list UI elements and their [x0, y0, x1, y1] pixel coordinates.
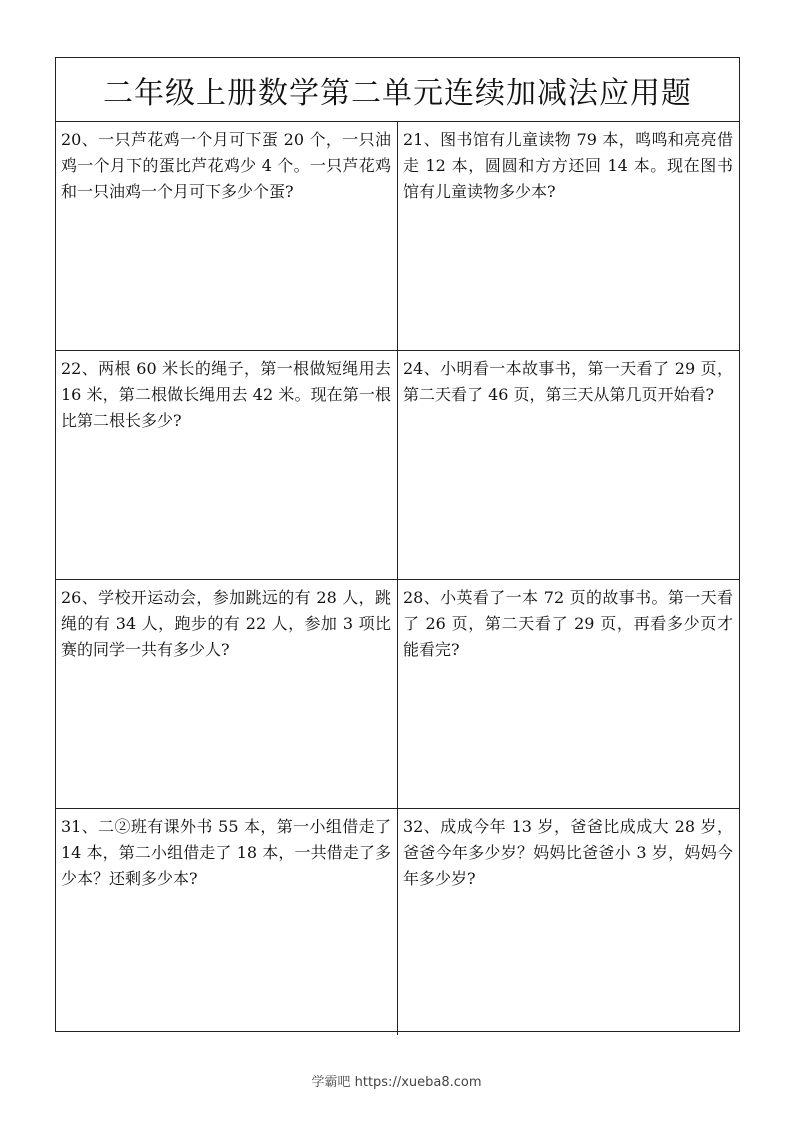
question-text: 31、二②班有课外书 55 本，第一小组借走了 14 本，第二小组借走了 18 本，一共借走了多少本？还剩多少本?: [61, 817, 391, 888]
question-text: 28、小英看了一本 72 页的故事书。第一天看了 26 页，第二天看了 29 页，再看多少页才能看完?: [403, 588, 733, 659]
question-text: 21、图书馆有儿童读物 79 本，鸣鸣和亮亮借走 12 本，圆圆和方方还回 14 本。现在图书馆有儿童读物多少本?: [403, 130, 733, 201]
worksheet-table: [55, 57, 740, 1032]
question-cell-32: [398, 809, 739, 1035]
footer-watermark: 学霸吧 https://xueba8.com: [311, 1075, 482, 1090]
question-cell-20: [56, 122, 398, 351]
question-text: 26、学校开运动会，参加跳远的有 28 人，跳绳的有 34 人，跑步的有 22 人，参加 3 项比赛的同学一共有多少人?: [61, 588, 391, 659]
question-text: 22、两根 60 米长的绳子，第一根做短绳用去 16 米，第二根做长绳用去 42 米。现在第一根比第二根长多少?: [61, 359, 391, 430]
question-cell-24: [398, 351, 739, 580]
question-cell-26: [56, 580, 398, 809]
question-text: 32、成成今年 13 岁，爸爸比成成大 28 岁，爸爸今年多少岁？妈妈比爸爸小 3 岁，妈妈今年多少岁?: [403, 817, 733, 888]
question-cell-22: [56, 351, 398, 580]
question-text: 24、小明看一本故事书，第一天看了 29 页，第二天看了 46 页，第三天从第几页开始看?: [403, 359, 733, 404]
question-cell-31: [56, 809, 398, 1035]
question-grid: [56, 122, 739, 1035]
page-title: 二年级上册数学第二单元连续加减法应用题: [103, 75, 692, 111]
title-row: [56, 58, 739, 122]
question-cell-28: [398, 580, 739, 809]
question-text: 20、一只芦花鸡一个月可下蛋 20 个，一只油鸡一个月下的蛋比芦花鸡少 4 个。一只芦花鸡和一只油鸡一个月可下多少个蛋?: [61, 130, 391, 201]
question-cell-21: [398, 122, 739, 351]
